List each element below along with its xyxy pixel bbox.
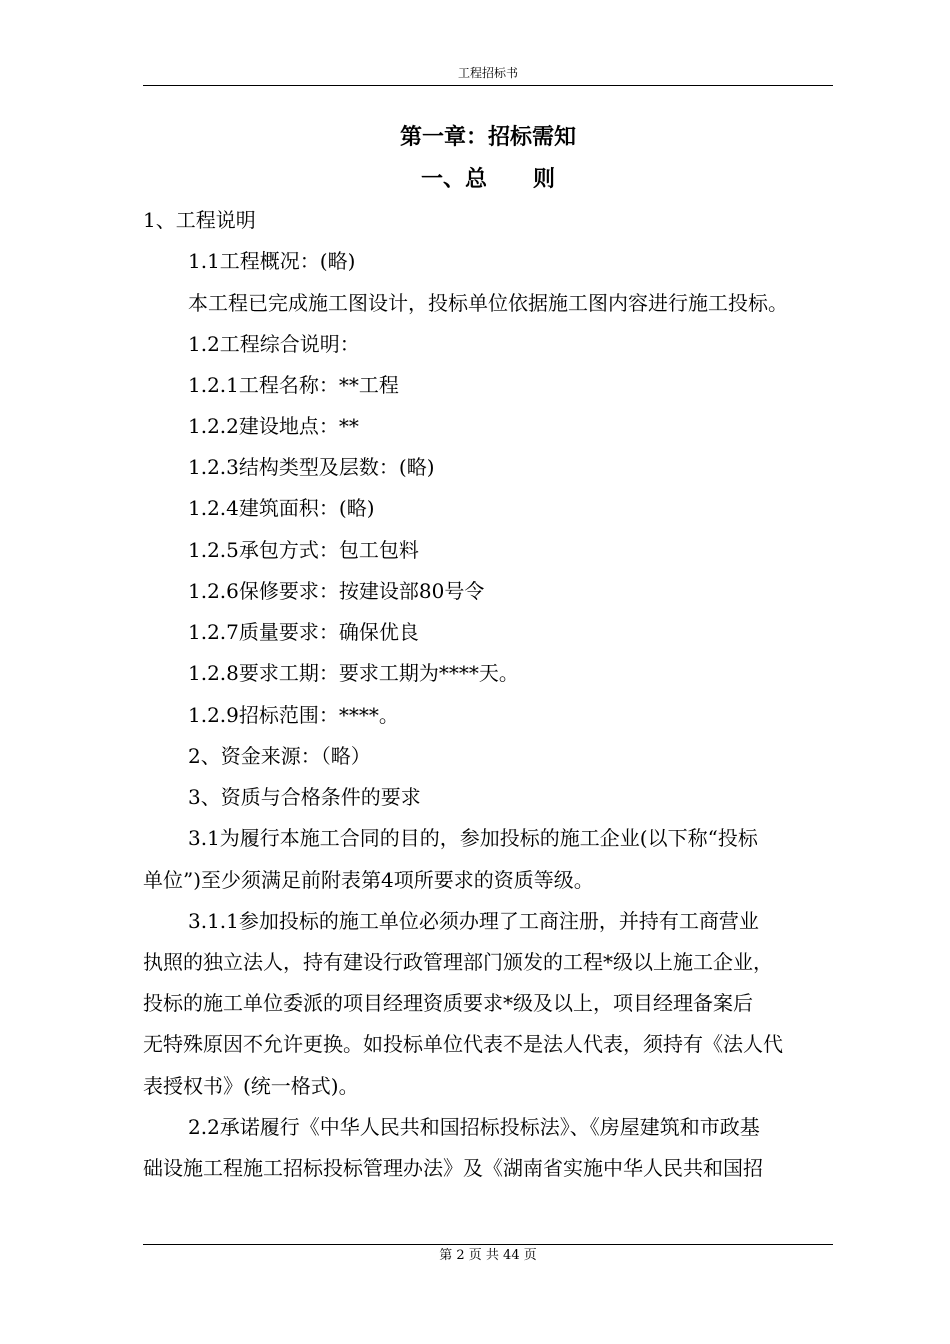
item-1-heading: 1、工程说明 bbox=[143, 208, 256, 232]
item-3-1-1-line-1: 3.1.1参加投标的施工单位必须办理了工商注册，并持有工商营业 bbox=[188, 909, 759, 933]
item-2-heading: 2、资金来源：（略） bbox=[188, 744, 371, 768]
item-2-2-line-1: 2.2承诺履行《中华人民共和国招标投标法》、《房屋建筑和市政基 bbox=[188, 1115, 760, 1139]
item-1-2-7: 1.2.7质量要求：确保优良 bbox=[188, 620, 419, 644]
item-1-2-5: 1.2.5承包方式：包工包料 bbox=[188, 538, 419, 562]
item-1-2-2: 1.2.2建设地点：** bbox=[188, 414, 359, 438]
item-1-2: 1.2工程综合说明： bbox=[188, 332, 360, 356]
footer-divider bbox=[143, 1244, 833, 1245]
page-number: 第 2 页 共 44 页 bbox=[439, 1248, 537, 1263]
item-3-1-line-2: 单位”)至少须满足前附表第4项所要求的资质等级。 bbox=[143, 868, 594, 892]
item-3-1-1-line-4: 无特殊原因不允许更换。如投标单位代表不是法人代表，须持有《法人代 bbox=[143, 1032, 783, 1056]
item-1-2-4: 1.2.4建筑面积：(略) bbox=[188, 496, 375, 520]
item-3-1-1-line-3: 投标的施工单位委派的项目经理资质要求*级及以上，项目经理备案后 bbox=[143, 991, 753, 1015]
item-3-1-1-line-2: 执照的独立法人，持有建设行政管理部门颁发的工程*级以上施工企业， bbox=[143, 950, 773, 974]
item-1-1: 1.1工程概况：(略) bbox=[188, 249, 356, 273]
item-1-2-8: 1.2.8要求工期：要求工期为****天。 bbox=[188, 661, 519, 685]
running-header: 工程招标书 bbox=[457, 66, 518, 80]
item-3-heading: 3、资质与合格条件的要求 bbox=[188, 785, 421, 809]
chapter-title: 第一章：招标需知 bbox=[399, 125, 576, 150]
item-2-2-line-2: 础设施工程施工招标投标管理办法》及《湖南省实施中华人民共和国招 bbox=[143, 1156, 763, 1180]
item-1-1-text: 本工程已完成施工图设计，投标单位依据施工图内容进行施工投标。 bbox=[188, 291, 788, 315]
section-title: 一、总 则 bbox=[421, 167, 555, 192]
header-divider bbox=[143, 85, 833, 86]
item-3-1-line-1: 3.1为履行本施工合同的目的，参加投标的施工企业(以下称“投标 bbox=[188, 826, 758, 850]
item-1-2-6: 1.2.6保修要求：按建设部80号令 bbox=[188, 579, 485, 603]
item-3-1-1-line-5: 表授权书》(统一格式)。 bbox=[143, 1074, 359, 1098]
item-1-2-1: 1.2.1工程名称：**工程 bbox=[188, 373, 399, 397]
item-1-2-3: 1.2.3结构类型及层数：(略) bbox=[188, 455, 435, 479]
item-1-2-9: 1.2.9招标范围：****。 bbox=[188, 703, 399, 727]
